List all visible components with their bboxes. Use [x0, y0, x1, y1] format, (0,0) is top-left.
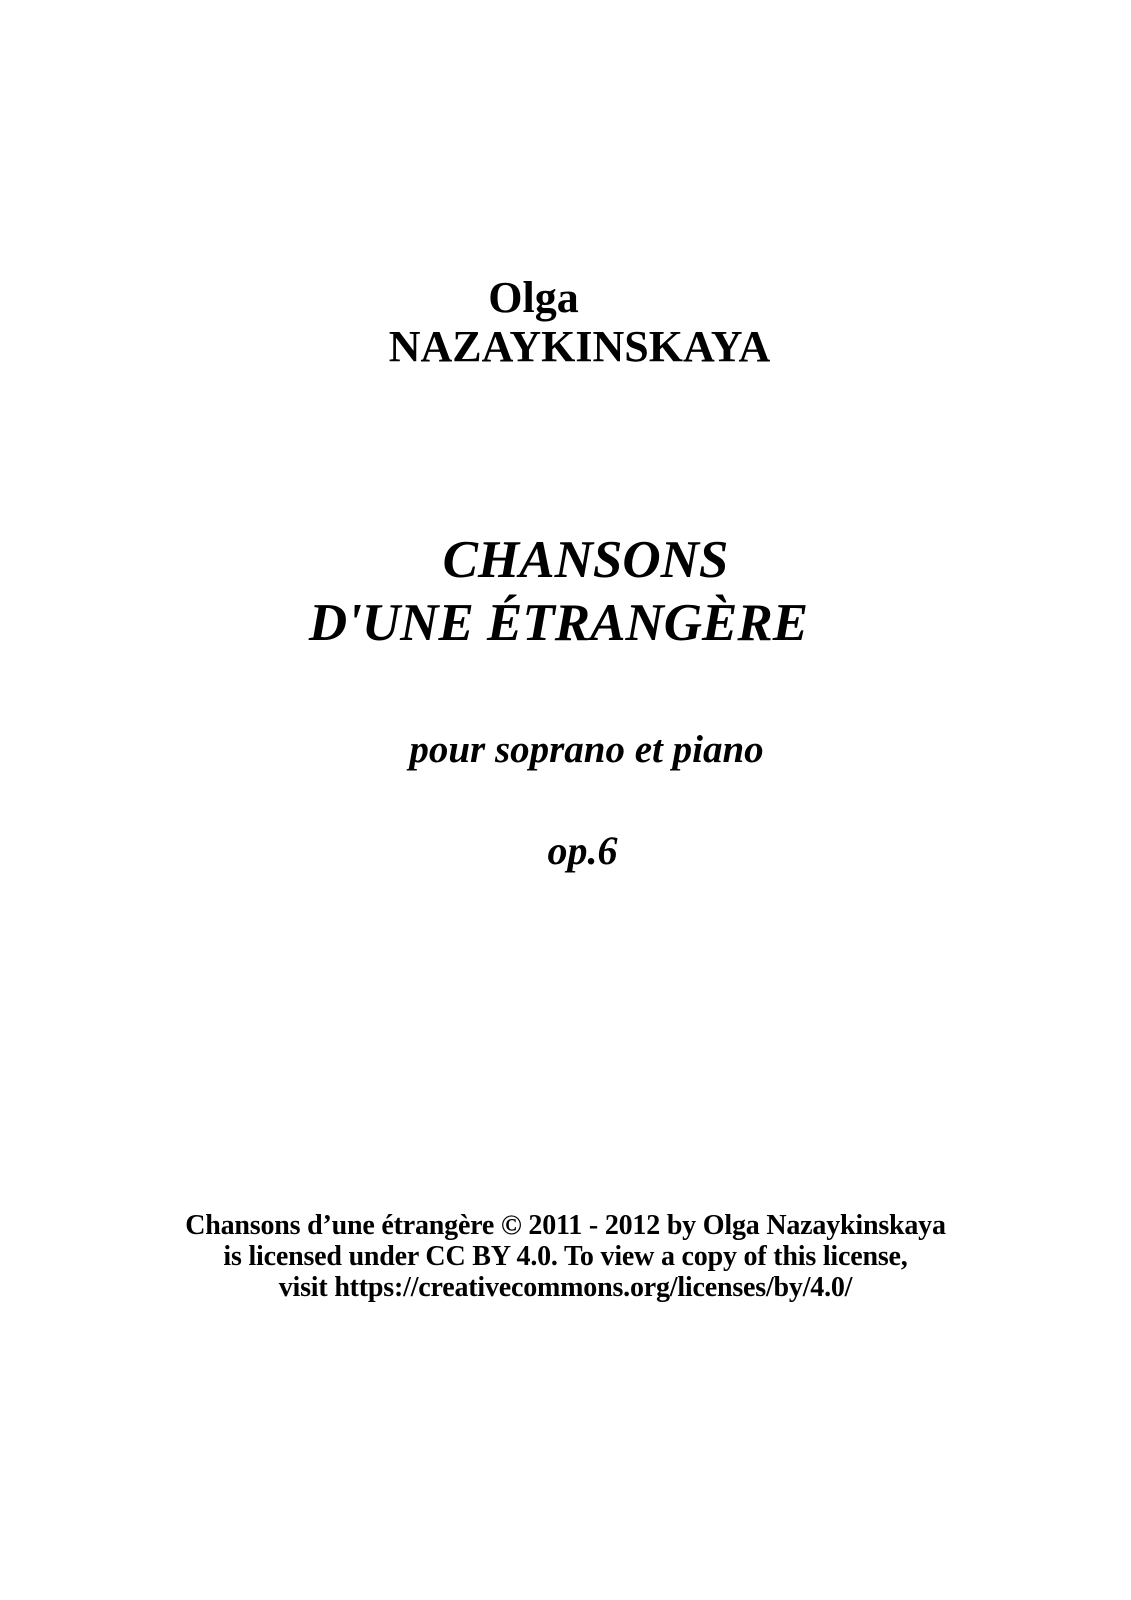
- composer-last-name: NAZAYKINSKAYA: [388, 322, 771, 371]
- license-notice-line-2: is licensed under CC BY 4.0. To view a copy of this license,: [223, 1241, 908, 1272]
- instrumentation-subtitle: pour soprano et piano: [409, 728, 764, 771]
- work-title-line-1: CHANSONS: [442, 531, 729, 589]
- license-notice-line-3: visit https://creativecommons.org/licenses/by/4.0/: [278, 1272, 853, 1303]
- license-notice: [0, 1210, 1131, 1303]
- license-notice-line-1: Chansons d’une étrangère © 2011 - 2012 by Olga Nazaykinskaya: [185, 1210, 946, 1241]
- composer-first-name: Olga: [488, 273, 579, 322]
- opus-number: op.6: [547, 828, 618, 873]
- work-title-line-2: D'UNE ÉTRANGÈRE: [308, 594, 809, 652]
